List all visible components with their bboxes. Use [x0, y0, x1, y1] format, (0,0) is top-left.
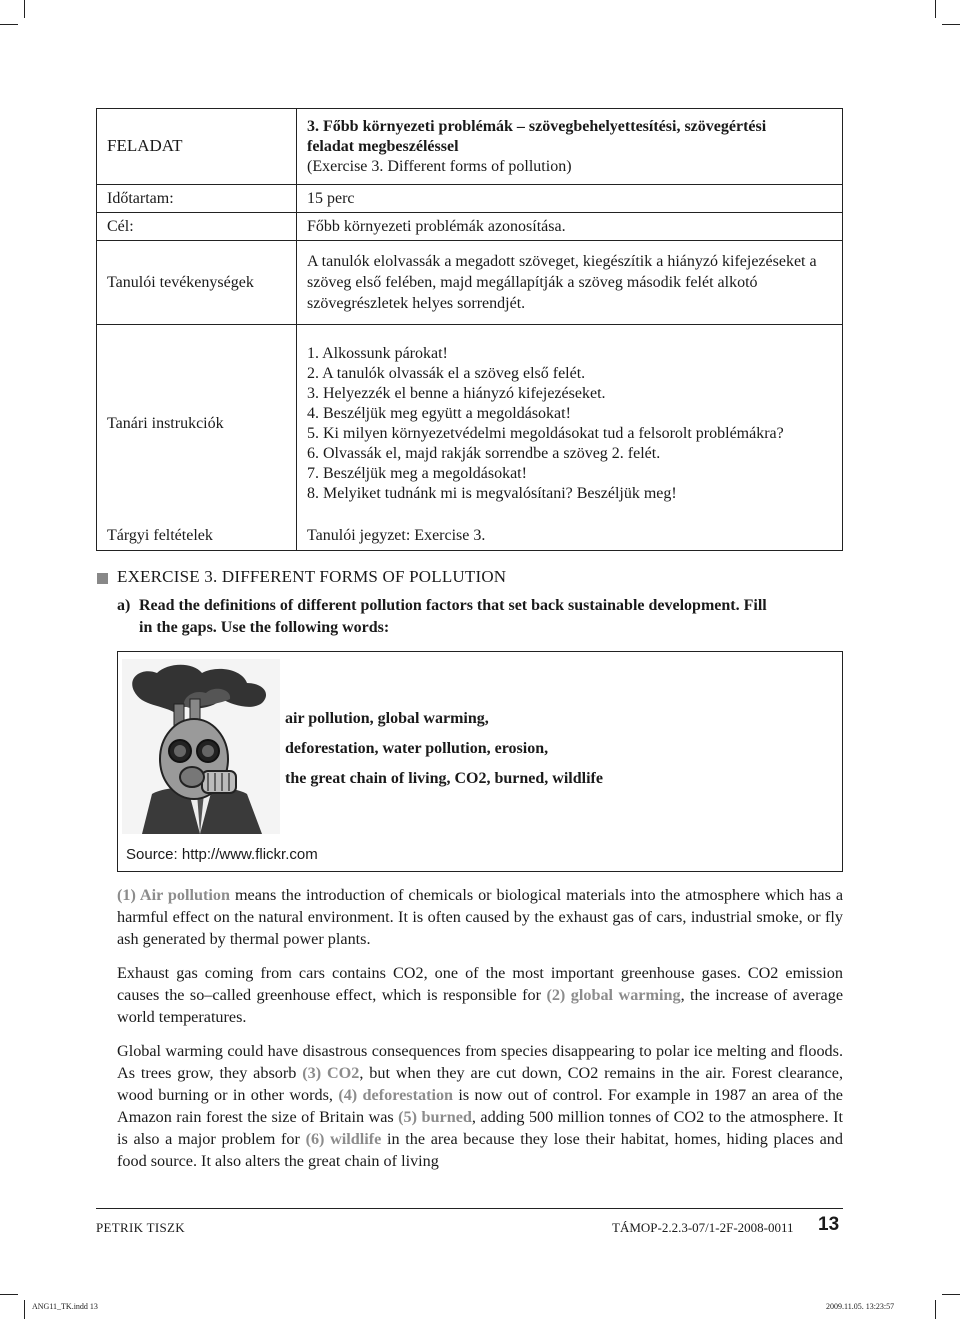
answer-5: (5) burned — [398, 1108, 472, 1126]
list-item: 4. Beszéljük meg együtt a megoldásokat! — [307, 404, 571, 422]
label-targyi-feltetelek: Tárgyi feltételek — [97, 523, 297, 551]
word-line: deforestation, water pollution, erosion, — [285, 740, 549, 757]
exercise-instruction: a) Read the definitions of different pollution factors that set back sustainable development. Fill in the gaps. Use the following words: — [117, 597, 767, 636]
paragraph: Exhaust gas coming from cars contains CO2, one of the most important greenhouse gases. CO2 emission causes the so–called greenhouse effect, which is responsible for (2) global warming, the increase of average world temperatures. — [117, 964, 843, 1026]
paragraph: (1) Air pollution means the introduction of chemicals or biological materials into the atmosphere which has a harmful effect on the natural environment. It is often caused by the exhaust gas of cars, industrial smoke, or fly ash generated by thermal power plants. — [117, 886, 844, 948]
crop-mark — [935, 0, 936, 18]
crop-mark — [24, 0, 25, 18]
word-line: the great chain of living, CO2, burned, wildlife — [285, 770, 603, 787]
task-table — [96, 108, 843, 551]
crop-mark — [935, 1300, 936, 1319]
slug-filename: ANG11_TK.indd 13 — [32, 1302, 98, 1311]
paragraph: Global warming could have disastrous consequences from species disappearing to polar ice melting and floods. As trees grow, they absorb (3) CO2, but when they are cut down, CO2 remains in the air. Forest clearance, wood burning or in other words, (4) deforestation is now out of control. For example in 1987 an area of the Amazon rain forest the size of Britain was (5) burned, adding 500 million tonnes of CO2 to the atmosphere. It is also a major problem for (6) wildlife in the area because they lose their habitat, homes, hiding places and food source. It also alters the great chain of living — [117, 1042, 843, 1170]
label-idotartam: Időtartam: — [97, 185, 297, 213]
value-tanari-instrukciok — [297, 325, 843, 523]
value-feladat: 3. Főbb környezeti problémák – szövegbehelyettesítési, szövegértési feladat megbeszéléssel (Exercise 3. Different forms of pollution) — [307, 117, 767, 175]
footer-project-code: TÁMOP-2.2.3-07/1-2F-2008-0011 — [612, 1220, 794, 1235]
body-text — [117, 884, 843, 1172]
word-line: air pollution, global warming, — [285, 710, 489, 727]
crop-mark — [24, 1300, 25, 1319]
page-number: 13 — [818, 1214, 840, 1235]
value-tanuloi-tevekenysegek: A tanulók elolvassák a megadott szöveget, kiegészítik a hiányzó kifejezéseket a szöveg első felében, majd megállapítják a szöveg második felét alkotó szövegrészletek helyes sorrendjét. — [297, 241, 843, 325]
value-targyi-feltetelek: Tanulói jegyzet: Exercise 3. — [307, 527, 486, 545]
list-item: 2. A tanulók olvassák el a szöveg első felét. — [307, 364, 586, 382]
answer-1: (1) Air pollution — [117, 886, 231, 904]
answer-3: (3) CO2 — [302, 1064, 360, 1082]
label-feladat: FELADAT — [97, 109, 297, 185]
gas-mask-man-illustration — [122, 659, 280, 834]
crop-mark — [0, 1294, 18, 1295]
list-item: 3. Helyezzék el benne a hiányzó kifejezéseket. — [307, 384, 606, 402]
bullet-square-icon — [97, 573, 108, 584]
list-item: 7. Beszéljük meg a megoldásokat! — [307, 464, 527, 482]
answer-2: (2) global warming — [546, 986, 681, 1004]
list-item: 8. Melyiket tudnánk mi is megvalósítani? Beszéljük meg! — [307, 484, 677, 502]
list-item: 5. Ki milyen környezetvédelmi megoldásokat tud a felsorolt problémákra? — [307, 424, 784, 442]
word-box — [117, 651, 843, 872]
label-tanuloi-tevekenysegek: Tanulói tevékenységek — [97, 241, 297, 325]
footer-publisher: PETRIK TISZK — [96, 1220, 185, 1235]
answer-6: (6) wildlife — [305, 1130, 382, 1148]
word-list — [285, 704, 603, 794]
footer-rule — [96, 1208, 843, 1209]
value-cel: Főbb környezeti problémák azonosítása. — [297, 213, 843, 241]
crop-mark — [0, 24, 18, 25]
list-item: 6. Olvassák el, majd rakják sorrendbe a szöveg 2. felét. — [307, 444, 661, 462]
crop-mark — [942, 24, 960, 25]
image-source: Source: http://www.flickr.com — [126, 846, 318, 863]
crop-mark — [942, 1294, 960, 1295]
value-idotartam: 15 perc — [297, 185, 843, 213]
exercise-title: EXERCISE 3. DIFFERENT FORMS OF POLLUTION — [117, 567, 507, 586]
label-cel: Cél: — [97, 213, 297, 241]
slug-timestamp: 2009.11.05. 13:23:57 — [826, 1302, 895, 1311]
instruction-list — [307, 344, 832, 504]
label-tanari-instrukciok: Tanári instrukciók — [97, 325, 297, 523]
answer-4: (4) deforestation — [338, 1086, 454, 1104]
list-item: 1. Alkossunk párokat! — [307, 344, 448, 362]
